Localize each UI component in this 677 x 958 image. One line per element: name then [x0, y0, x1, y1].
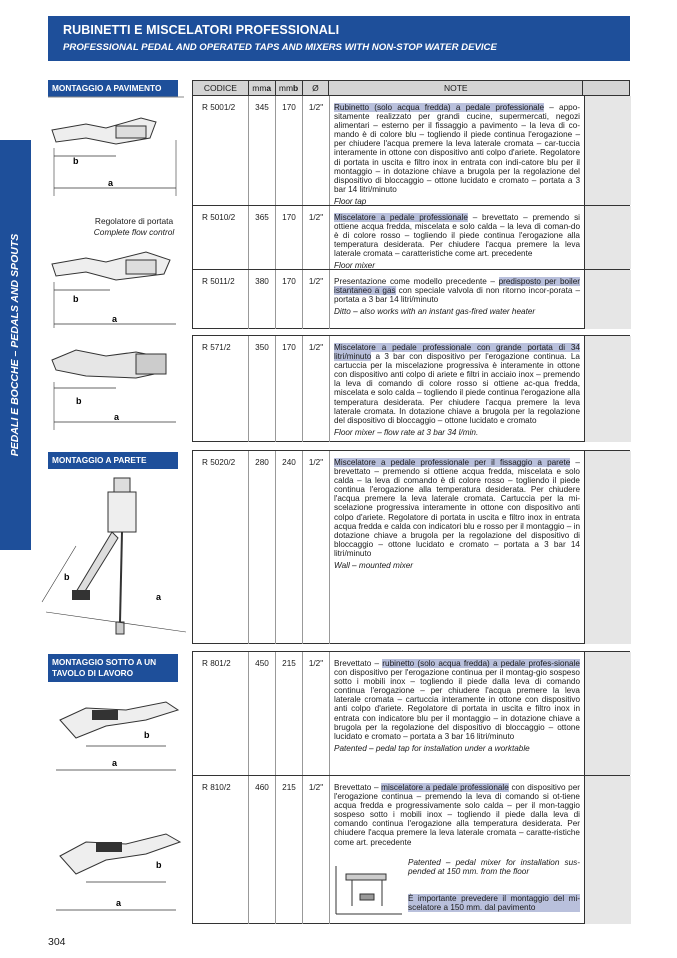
note-english: Patented – pedal tap for installation under a worktable: [334, 743, 530, 753]
dim-a: a: [108, 178, 114, 188]
dim-b: b: [73, 156, 79, 166]
dim-b: b: [156, 860, 162, 870]
note-english: Floor mixer – flow rate at 3 bar 34 l/min.: [334, 427, 479, 437]
note-english: Floor tap: [334, 196, 367, 206]
dim-a: a: [156, 592, 162, 602]
cell-blank: [585, 206, 631, 269]
col-code: CODICE: [193, 81, 249, 95]
col-mm-b-letter: b: [293, 83, 299, 93]
dim-b: b: [144, 730, 150, 740]
col-mm-a-unit: mm: [252, 83, 267, 93]
page-title: RUBINETTI E MISCELATORI PROFESSIONALI: [63, 23, 340, 37]
cell-note: [330, 336, 585, 442]
cell-blank: [585, 776, 631, 924]
cell-mm-a: 380: [249, 270, 276, 329]
table-block-under-table: [192, 651, 630, 924]
installation-diagram-svg: [334, 856, 404, 916]
cell-mm-b: 170: [276, 270, 303, 329]
flow-control-caption: [84, 216, 184, 238]
note-text: Brevettato –: [334, 783, 382, 792]
cell-diameter: 1/2": [303, 776, 330, 924]
note-english: Patented – pedal mixer for installation sus-pended at 150 mm. from the floor: [408, 858, 580, 877]
note-highlight: Rubinetto (solo acqua fredda) a pedale professionale: [334, 103, 545, 112]
note-english: Floor mixer: [334, 261, 375, 271]
col-diameter: Ø: [303, 81, 330, 95]
cell-note: [330, 96, 585, 205]
cell-diameter: 1/2": [303, 206, 330, 269]
cell-code: R 810/2: [193, 776, 249, 924]
cell-blank: [585, 270, 631, 329]
floor-mixer-illustration: [46, 342, 186, 432]
cell-mm-a: 280: [249, 451, 276, 644]
dim-a: a: [114, 412, 120, 422]
under-table-mixer-illustration: [46, 820, 186, 920]
table-row: [193, 96, 629, 206]
note-highlight: predisposto per boiler istantaneo a gas: [334, 277, 580, 296]
note-text: con dispositivo per l'erogazione continua – premendo la leva di comando si ot-tiene acqua fredda e progressivamente solo calda – per il mon-taggio sospeso sotto i mobili inox – togliendo il piede dalla leva di comando continua l'erogazione alla temperatura desiderata. Per chiudere l'acqua premere la leva laterale cromata – caratte-ristiche come art. precedente: [334, 783, 580, 847]
page-number: 304: [48, 936, 66, 948]
side-tab-label: PEDALI E BOCCHE – PEDALS AND SPOUTS: [9, 233, 21, 457]
table-row: [193, 652, 629, 776]
col-mm-a: [249, 81, 276, 95]
note-highlight: miscelatore a pedale professionale: [381, 783, 509, 792]
note-text: – appo-sitamente realizzato per grandi cucine, supermercati, negozi alimentari – esterno per il fissaggio a pavimento – la leva di co-mando è di colore blu – togliendo il piede continua l'erogazione – per chiudere l'acqua premere la leva laterale cromata – car-tuccia interamente in ottone con dispositivo anti colpo d'ariete. Regolatore di portata in uscita e filtro inox in entrata con indi-catore blu per il montaggio – in dotazione chiave a brugola per la regolazione del dispositivo di bloccaggio – ottone lucidato e cromato – portata a 3 bar 14 litri/minuto: [334, 103, 580, 194]
note-highlight: Miscelatore a pedale professionale per il fissaggio a parete: [334, 458, 571, 467]
cell-mm-b: 240: [276, 451, 303, 644]
dim-b: b: [76, 396, 82, 406]
dim-b: b: [64, 572, 70, 582]
col-blank: [583, 81, 629, 95]
note-text: con speciale valvola di non ritorno incor-porata – portata a 3 bar 14 litri/minuto: [334, 286, 580, 305]
dim-a: a: [116, 898, 122, 908]
col-note: NOTE: [329, 81, 583, 95]
section-label-wall: MONTAGGIO A PARETE: [48, 452, 178, 469]
caption-en: Complete flow control: [93, 227, 175, 237]
note-english: Ditto – also works with an instant gas-fired water heater: [334, 307, 536, 317]
page-header: [48, 16, 630, 61]
table-block-wall: [192, 450, 630, 644]
cell-diameter: 1/2": [303, 451, 330, 644]
cell-note: [330, 451, 585, 644]
floor-tap-illustration-2: [46, 240, 186, 330]
cell-mm-b: 170: [276, 96, 303, 205]
cell-blank: [585, 652, 631, 775]
note-highlight: Miscelatore a pedale professionale con grande portata di 34 litri/minuto: [334, 343, 580, 362]
col-mm-b: [276, 81, 303, 95]
cell-mm-a: 350: [249, 336, 276, 442]
cell-diameter: 1/2": [303, 270, 330, 329]
table-row: [193, 336, 629, 442]
cell-note: [330, 776, 585, 924]
note-highlight: Miscelatore a pedale professionale: [334, 213, 468, 222]
cell-code: R 571/2: [193, 336, 249, 442]
cell-note: [330, 652, 585, 775]
col-mm-a-letter: a: [266, 83, 272, 93]
note-text: a 3 bar con dispositivo per l'erogazione continua. La cartuccia per la miscelazione progressiva è interamente in ottone con dispositivo anti colpo di ariete e filtri in acciaio inox – premendo la leva di comando di colore rosso si ottiene ac-qua fredda, miscelata e solo calda – togliendo il piede continua l'erogazione alla temperatura desiderata. Per chiudere l'acqua premere la leva laterale cromata. In dotazione chiave a brugola per la regolazione del dispositivo di bloccaggio – ottone lucidato e cromato: [334, 352, 580, 425]
wall-mixer-illustration: [36, 472, 186, 642]
table-row: [193, 270, 629, 329]
cell-code: R 5010/2: [193, 206, 249, 269]
cell-code: R 5011/2: [193, 270, 249, 329]
note-text: con dispositivo per l'erogazione continua per il montag-gio sospeso sotto i mobili inox – togliendo il piede dalla leva di comando continua l'erogazione – per chiudere l'acqua premere la leva laterale cromata – cartuccia interamente in ottone con dispositivo anti colpo d'ariete. Regolatore di portata in uscita e filtro inox in entrata con indicatore blu per il montaggio – in dotazione chiave a brugola per la regolazione del dispositivo di bloccaggio – ottone lucidato e cromato – portata a 3 bar 16 litri/minuto: [334, 668, 580, 741]
cell-mm-a: 365: [249, 206, 276, 269]
dim-a: a: [112, 314, 118, 324]
cell-blank: [585, 336, 631, 442]
note-text: – brevettato – premendo si ottiene acqua fredda, miscelata e solo calda – la leva di comando è di colore rosso – togliendo il piede continua l'erogazione alla temperatura desiderata. Per chiudere l'acqua premere la leva laterale cromata. Cartuccia per la mi-scelazione progressiva interamente in ottone con dispositivo anti colpo d'ariete. Regolatore di portata in uscita e filtro inox in entrata acqua fredda e calda con indicatori blu e rosso per il montaggio – in dotazione chiave a brugola per la regolazione del dispositivo di bloccaggio – ottone lucidato e cromato – portata a 3 bar 14 litri/minuto: [334, 458, 580, 558]
cell-blank: [585, 96, 631, 205]
col-mm-b-unit: mm: [278, 83, 294, 93]
cell-mm-b: 215: [276, 776, 303, 924]
cell-mm-b: 215: [276, 652, 303, 775]
under-table-tap-illustration: [46, 690, 186, 780]
cell-code: R 801/2: [193, 652, 249, 775]
table-row: [193, 451, 629, 644]
section-label-floor: MONTAGGIO A PAVIMENTO: [48, 80, 178, 97]
note-text: Brevettato –: [334, 659, 383, 668]
cell-mm-a: 460: [249, 776, 276, 924]
cell-code: R 5020/2: [193, 451, 249, 644]
dim-b: b: [73, 294, 79, 304]
table-row: [193, 776, 629, 924]
cell-code: R 5001/2: [193, 96, 249, 205]
table-block-floor: [192, 96, 630, 329]
caption-it: Regolatore di portata: [94, 216, 174, 226]
cell-mm-b: 170: [276, 336, 303, 442]
page-subtitle: PROFESSIONAL PEDAL AND OPERATED TAPS AND MIXERS WITH NON-STOP WATER DEVICE: [63, 42, 497, 53]
note-english: Wall – mounted mixer: [334, 561, 414, 571]
cell-mm-a: 345: [249, 96, 276, 205]
side-tab: [0, 140, 31, 550]
section-label-under-table: MONTAGGIO SOTTO A UN TAVOLO DI LAVORO: [48, 654, 178, 682]
cell-diameter: 1/2": [303, 96, 330, 205]
cell-blank: [585, 451, 631, 644]
section-rule: [48, 96, 184, 98]
note-text: – brevettato – premendo si ottiene acqua fredda, miscelata e solo calda – la leva di coman-do è di colore rosso – togliendo il piede continua l'erogazione alla temperatura desiderata. Per chiudere l'acqua premere la leva laterale cromata – caratteristiche come art. precedente: [334, 213, 580, 259]
cell-diameter: 1/2": [303, 336, 330, 442]
cell-note: [330, 270, 585, 329]
installation-diagram: [334, 856, 404, 916]
cell-diameter: 1/2": [303, 652, 330, 775]
cell-note: [330, 206, 585, 269]
note-highlight: rubinetto (solo acqua fredda) a pedale profes-sionale: [382, 659, 580, 668]
floor-tap-illustration-1: [46, 104, 186, 204]
table-block-floor-mixer: [192, 335, 630, 442]
dim-a: a: [112, 758, 118, 768]
table-row: [193, 206, 629, 270]
table-header: [192, 80, 630, 96]
cell-mm-b: 170: [276, 206, 303, 269]
note-install-warning: È importante prevedere il montaggio del mi-scelatore a 150 mm. dal pavimento: [408, 894, 580, 913]
cell-mm-a: 450: [249, 652, 276, 775]
note-text: Presentazione come modello precedente –: [334, 277, 499, 286]
